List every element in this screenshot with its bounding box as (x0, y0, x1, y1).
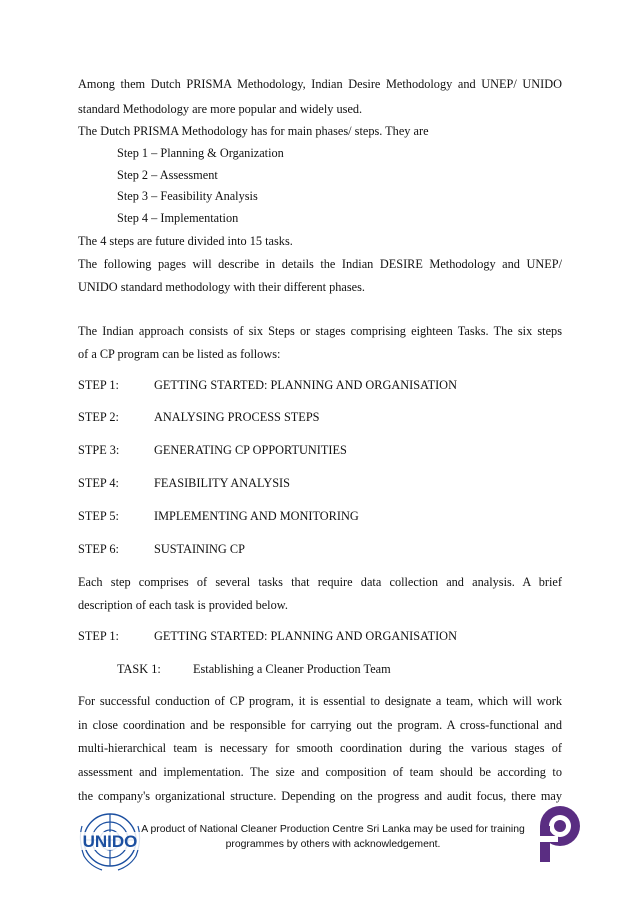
task-label: TASK 1: (117, 662, 161, 676)
step-label: STEP 2: (78, 410, 119, 424)
step-title: FEASIBILITY ANALYSIS (154, 476, 290, 490)
prisma-intro: The Dutch PRISMA Methodology has for main phases/ steps. They are (78, 124, 429, 138)
body-paragraph-line: multi-hierarchical team is necessary for smooth coordination during the various stages of (78, 741, 562, 755)
body-paragraph-line: in close coordination and be responsible for carrying out the program. A cross-functional and (78, 718, 562, 732)
svg-text:UNIDO: UNIDO (82, 832, 138, 851)
step-label: STEP 5: (78, 509, 119, 523)
step-label: STEP 6: (78, 542, 119, 556)
methodology-paragraph-line: The following pages will describe in details the Indian DESIRE Methodology and UNEP/ (78, 257, 562, 271)
body-paragraph-line: the company's organizational structure. Depending on the progress and audit focus, there may (78, 789, 562, 803)
footer-line: A product of National Cleaner Production Centre Sri Lanka may be used for training (141, 824, 525, 835)
tasks-note: The 4 steps are future divided into 15 tasks. (78, 234, 293, 248)
step-title: GETTING STARTED: PLANNING AND ORGANISATION (154, 378, 457, 392)
indian-approach-line: The Indian approach consists of six Steps or stages comprising eighteen Tasks. The six steps (78, 324, 562, 338)
footer-line: programmes by others with acknowledgement. (225, 839, 441, 850)
intro-paragraph-line: standard Methodology are more popular and widely used. (78, 102, 363, 116)
step-title: GENERATING CP OPPORTUNITIES (154, 443, 347, 457)
step-detail-title: GETTING STARTED: PLANNING AND ORGANISATION (154, 629, 457, 643)
prisma-step: Step 2 – Assessment (117, 168, 218, 182)
body-paragraph-line: assessment and implementation. The size and composition of team should be according to (78, 765, 562, 779)
step-title: IMPLEMENTING AND MONITORING (154, 509, 359, 523)
methodology-paragraph-line: UNIDO standard methodology with their different phases. (78, 280, 365, 294)
each-step-line: description of each task is provided below. (78, 598, 288, 612)
indian-approach-line: of a CP program can be listed as follows: (78, 347, 281, 361)
intro-paragraph-line: Among them Dutch PRISMA Methodology, Indian Desire Methodology and UNEP/ UNIDO (78, 77, 562, 91)
step-label: STPE 3: (78, 443, 120, 457)
step-label: STEP 4: (78, 476, 119, 490)
ncpc-logo-icon (536, 796, 584, 866)
prisma-step: Step 4 – Implementation (117, 211, 239, 225)
prisma-step: Step 1 – Planning & Organization (117, 146, 284, 160)
body-paragraph-line: For successful conduction of CP program, it is essential to designate a team, which will work (78, 694, 562, 708)
step-label: STEP 1: (78, 378, 119, 392)
prisma-step: Step 3 – Feasibility Analysis (117, 189, 258, 203)
each-step-line: Each step comprises of several tasks that require data collection and analysis. A brief (78, 575, 562, 589)
step-detail-label: STEP 1: (78, 629, 119, 643)
task-title: Establishing a Cleaner Production Team (193, 662, 391, 676)
step-title: SUSTAINING CP (154, 542, 245, 556)
step-title: ANALYSING PROCESS STEPS (154, 410, 320, 424)
